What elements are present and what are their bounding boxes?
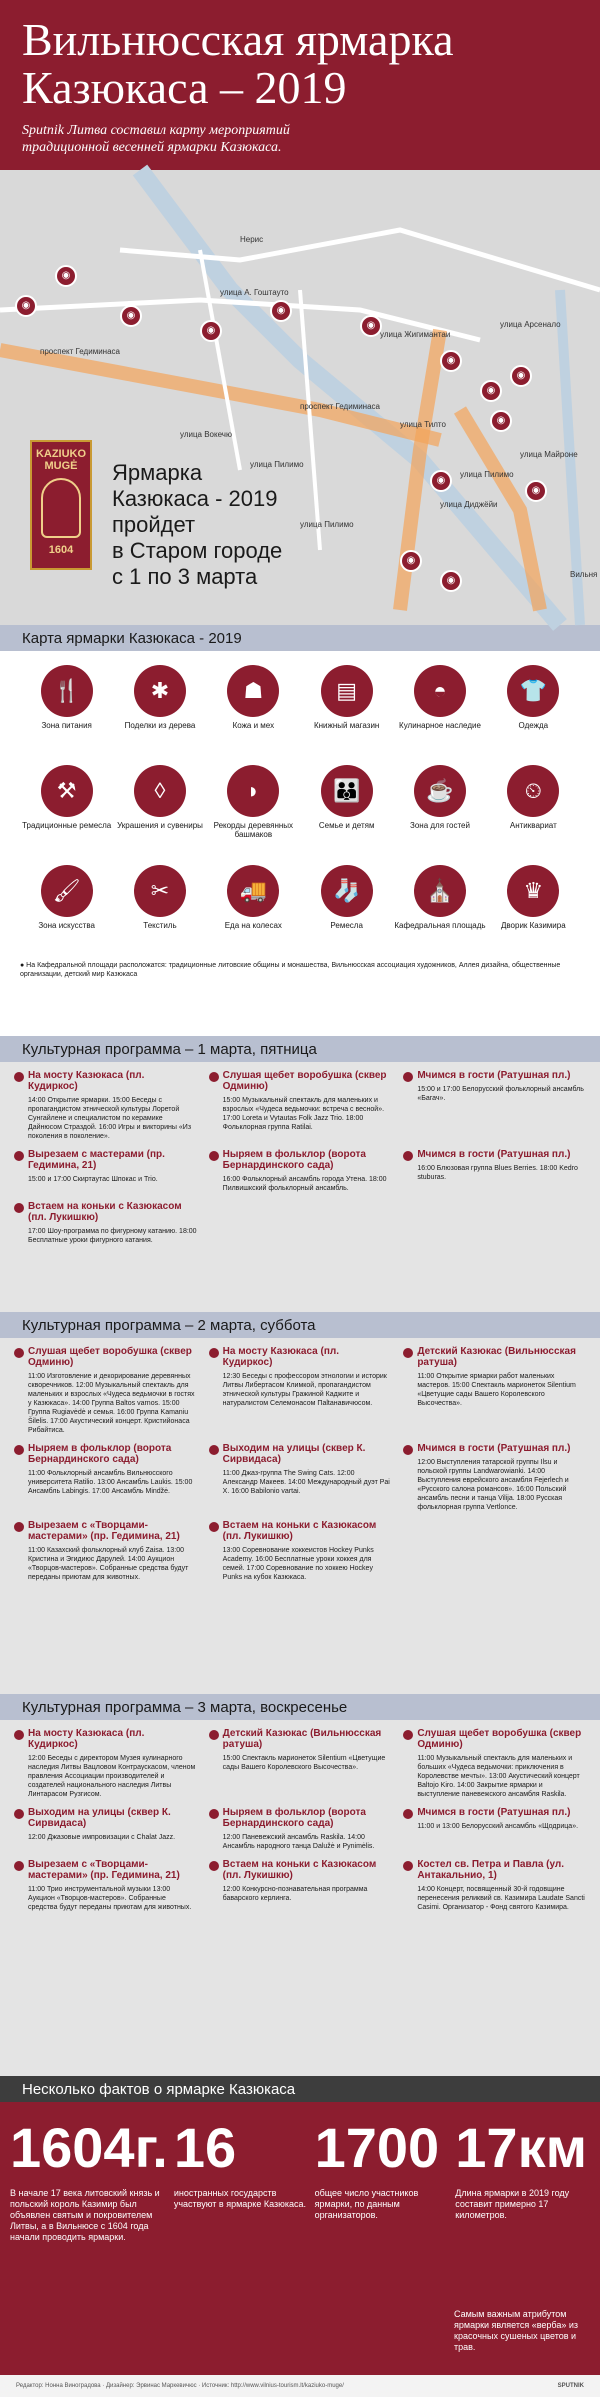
- event-venue: Встаем на коньки с Казюкасом (пл. Лукишкю): [28, 1201, 182, 1223]
- map-title: [112, 460, 282, 590]
- program-event: [403, 1807, 586, 1851]
- street-label: проспект Гедиминаса: [300, 402, 380, 411]
- legend-label: Дворик Казимира: [500, 921, 566, 930]
- event-schedule: 12:00 Джазовые импровизации с Chalat Jazz.: [28, 1834, 176, 1841]
- map-pin[interactable]: ◉: [15, 295, 37, 317]
- street-label: улица Пилимо: [460, 470, 514, 479]
- legend-label: Кафедральная площадь: [394, 921, 486, 930]
- map-pin[interactable]: ◉: [120, 305, 142, 327]
- program-event: [209, 1520, 392, 1582]
- hide-icon: ☗: [227, 665, 279, 717]
- event-marker-icon: [14, 1445, 24, 1455]
- legend-item: [20, 665, 113, 757]
- sputnik-logo: SPUTNIK: [557, 2383, 584, 2389]
- event-venue: Вырезаем с мастерами (пр. Гедимина, 21): [28, 1149, 165, 1171]
- map-title-line: пройдет: [112, 512, 196, 537]
- legend-label: Семье и детям: [318, 821, 375, 830]
- header: [0, 0, 600, 170]
- event-venue: Мчимся в гости (Ратушная пл.): [417, 1070, 571, 1081]
- legend-item: [300, 765, 393, 857]
- event-marker-icon: [403, 1348, 413, 1358]
- event-schedule: 16:00 Фольклорный ансамбль города Утена. 18:00 Пилвишкский фольклорный ансамбль.: [222, 1176, 387, 1192]
- event-marker-icon: [403, 1861, 413, 1871]
- logo-year: 1604: [48, 544, 74, 556]
- program-event: [209, 1070, 392, 1141]
- legend-item: [487, 665, 580, 757]
- fact-number: 1700: [314, 2116, 440, 2179]
- program-event: [209, 1149, 392, 1193]
- day2-title: Культурная программа – 2 марта, суббота: [0, 1312, 600, 1338]
- event-venue: Слушая щебет воробушка (сквер Одминю): [417, 1728, 582, 1750]
- facts-grid: [10, 2118, 590, 2243]
- legend-item: [393, 865, 486, 957]
- brush-icon: 🖌: [41, 865, 93, 917]
- event-schedule: 16:00 Блюзовая группа Blues Berries. 18:00 Kedro stuburas.: [417, 1165, 578, 1181]
- program-event: [209, 1443, 392, 1512]
- program-event: [209, 1346, 392, 1435]
- cup-icon: ☕: [414, 765, 466, 817]
- fact-text: Длина ярмарки в 2019 году составит примерно 17 километров.: [455, 2188, 570, 2220]
- program-event: [403, 1149, 586, 1193]
- event-marker-icon: [209, 1861, 219, 1871]
- map-pin[interactable]: ◉: [400, 550, 422, 572]
- event-venue: Мчимся в гости (Ратушная пл.): [417, 1149, 571, 1160]
- program-row: [14, 1728, 586, 1799]
- street-label: улица Пилимо: [300, 520, 354, 529]
- fork-knife-icon: 🍴: [41, 665, 93, 717]
- event-schedule: 11:00 Казахский фольклорный клуб Zaisa. 13:00 Кристина и Эгидиюс Дарулей. 14:00 Аукцион «Творцов-мастеров». Собранные средства будут переданы приютам для животных.: [28, 1547, 189, 1581]
- program-event: [403, 1520, 586, 1582]
- family-icon: 👪: [321, 765, 373, 817]
- event-schedule: 12:00 Беседы с директором Музея кулинарного наследия Литвы Вацловом Контраускасом, членом правления Ассоциации производителей и создателей национального наследия Литвы Линтарасом Рузгисом.: [28, 1755, 196, 1798]
- event-marker-icon: [209, 1522, 219, 1532]
- program-event: [14, 1728, 197, 1799]
- legend-item: [487, 865, 580, 957]
- event-venue: Выходим на улицы (сквер К. Сирвидаса): [222, 1443, 366, 1465]
- legend: [0, 651, 600, 1036]
- map-pin[interactable]: ◉: [360, 315, 382, 337]
- event-schedule: 11:00 Открытие ярмарки работ маленьких мастеров. 15:00 Спектакль марионеток Silentium «Цветущие сады Вашего Королевского Высочества».: [417, 1373, 576, 1407]
- legend-label: Традиционные ремесла: [22, 821, 112, 830]
- street-label: улица Жигимантаи: [380, 330, 451, 339]
- legend-item: [20, 865, 113, 957]
- event-marker-icon: [209, 1809, 219, 1819]
- legend-item: [300, 665, 393, 757]
- day1-title: Культурная программа – 1 марта, пятница: [0, 1036, 600, 1062]
- event-marker-icon: [209, 1445, 219, 1455]
- legend-label: Текстиль: [143, 921, 177, 930]
- event-schedule: 11:00 Изготовление и декорирование деревянных скворечников. 12:00 Музыкальный спектакль для маленьких и взрослых «Чудеса ведьмочки в гостях у Казюкаса». 14:00 Группа Baltos varnos. 15:00 Группа Rugiavėdė и семья. 16:00 Группа Kamaniu Šilelis. 17:00 Акустический концерт. Кристийонаса Рибайтиса.: [28, 1373, 195, 1434]
- legend-item: [207, 865, 300, 957]
- event-schedule: 11:00 Джаз-группа The Swing Cats. 12:00 Александр Макеев. 14:00 Международный дуэт Pai X. 16:00 Babilonio vartai.: [222, 1470, 390, 1495]
- event-schedule: 11:00 Трио инструментальной музыки 13:00 Аукцион «Творцов-мастеров». Собранные средства будут переданы приютам для животных.: [28, 1886, 192, 1911]
- program-event: [209, 1859, 392, 1912]
- fact-item: [10, 2118, 168, 2243]
- event-venue: Вырезаем с «Творцами-мастерами» (пр. Гедимина, 21): [28, 1859, 180, 1881]
- program-event: [403, 1346, 586, 1435]
- facts: [0, 2102, 600, 2375]
- legend-grid: [20, 665, 580, 957]
- legend-item: [113, 665, 206, 757]
- day3-program: [0, 1720, 600, 2076]
- legend-label: Кожа и мех: [232, 721, 275, 730]
- logo-text-mid: MUGĖ: [44, 460, 78, 472]
- program-row: [14, 1149, 586, 1193]
- event-venue: Слушая щебет воробушка (сквер Одминю): [222, 1070, 387, 1092]
- event-schedule: 11:00 Фольклорный ансамбль Вильнюсского университета Ratilio. 13:00 Ансамбль Laukis. 15:00 Ансамбль Labingis. 17:00 Ансамбль Mindžė.: [28, 1470, 193, 1495]
- program-event: [403, 1443, 586, 1512]
- footer-credits: Редактор: Нонна Виноградова · Дизайнер: Эрвинас Маркевичюс · Источник: http://www.vilnius-tourism.lt/kaziuko-muge/: [16, 2383, 344, 2389]
- program-row: [14, 1201, 586, 1245]
- legend-item: [487, 765, 580, 857]
- program-event: [14, 1149, 197, 1193]
- event-schedule: 15:00 и 17:00 Белорусский фольклорный ансамбль «Багач».: [417, 1086, 584, 1102]
- title-line-1: Вильнюсская ярмарка: [22, 14, 454, 65]
- event-venue: На мосту Казюкаса (пл. Кудиркос): [28, 1728, 145, 1750]
- map-pin[interactable]: ◉: [490, 410, 512, 432]
- program-event: [14, 1070, 197, 1141]
- legend-item: [393, 765, 486, 857]
- street-label: улица Пилимо: [250, 460, 304, 469]
- event-marker-icon: [14, 1730, 24, 1740]
- program-row: [14, 1859, 586, 1912]
- event-venue: Костел св. Петра и Павла (ул. Антакальнио, 1): [417, 1859, 565, 1881]
- day1-program: [0, 1062, 600, 1312]
- program-event: [403, 1728, 586, 1799]
- earrings-icon: ◊: [134, 765, 186, 817]
- legend-item: [393, 665, 486, 757]
- event-venue: Детский Казюкас (Вильнюсская ратуша): [222, 1728, 382, 1750]
- event-marker-icon: [209, 1151, 219, 1161]
- event-schedule: 15:00 Спектакль марионеток Silentium «Цветущие сады Вашего Королевского Высочества».: [222, 1755, 386, 1771]
- event-marker-icon: [209, 1348, 219, 1358]
- program-event: [14, 1807, 197, 1851]
- snowflake-icon: ✱: [134, 665, 186, 717]
- event-schedule: 12:00 Паневежский ансамбль Raskila. 14:00 Ансамбль народного танца Dalužė и Pynimėlis.: [222, 1834, 375, 1850]
- event-venue: Выходим на улицы (сквер К. Сирвидаса): [28, 1807, 171, 1829]
- event-marker-icon: [14, 1203, 24, 1213]
- event-marker-icon: [14, 1861, 24, 1871]
- sock-icon: 🧦: [321, 865, 373, 917]
- legend-label: Рекорды деревянных башмаков: [213, 821, 294, 839]
- program-event: [403, 1859, 586, 1912]
- legend-item: [207, 665, 300, 757]
- footer: [0, 2375, 600, 2397]
- legend-item: [113, 765, 206, 857]
- program-event: [403, 1201, 586, 1245]
- street-label: улица Диджёйи: [440, 500, 498, 509]
- legend-title: Карта ярмарки Казюкаса - 2019: [0, 625, 600, 651]
- program-row: [14, 1346, 586, 1435]
- truck-icon: 🚚: [227, 865, 279, 917]
- subtitle-line-2: традиционной весенней ярмарки Казюкаса.: [22, 140, 282, 155]
- kaziuko-muge-logo: [30, 440, 92, 570]
- scissors-icon: ✂: [134, 865, 186, 917]
- event-schedule: 17:00 Шоу-программа по фигурному катанию. 18:00 Бесплатные уроки фигурного катания.: [28, 1228, 197, 1244]
- event-schedule: 14:00 Концерт, посвященный 30-й годовщине перенесения реликвий св. Казимира Laudate Sancti Casimi. Организатор - Фонд святого Казимира.: [417, 1886, 585, 1911]
- program-event: [14, 1346, 197, 1435]
- legend-label: Зона для гостей: [410, 821, 470, 830]
- event-venue: Ныряем в фольклор (ворота Бернардинского сада): [222, 1149, 366, 1171]
- facts-extra: Самым важным атрибутом ярмарки является «верба» из красочных сушеных цветов и трав.: [454, 2309, 579, 2352]
- subtitle: [22, 122, 578, 156]
- event-venue: Ныряем в фольклор (ворота Бернардинского сада): [28, 1443, 172, 1465]
- program-event: [14, 1443, 197, 1512]
- event-schedule: 11:00 и 13:00 Белорусский ансамбль «Щодрица».: [417, 1823, 579, 1830]
- map-title-line: с 1 по 3 марта: [112, 564, 258, 589]
- cake-icon: ♛: [507, 865, 559, 917]
- map-pin[interactable]: ◉: [55, 265, 77, 287]
- legend-item: [113, 865, 206, 957]
- legend-note: ● На Кафедральной площади расположатся: традиционные литовские общины и монашества, Вильнюсская ассоциация художников, Аллея дизайна, общественные организации, детский мир Казюкаса: [20, 962, 561, 978]
- event-marker-icon: [14, 1809, 24, 1819]
- event-marker-icon: [14, 1348, 24, 1358]
- program-row: [14, 1520, 586, 1582]
- legend-label: Ремесла: [330, 921, 363, 930]
- anvil-icon: ⚒: [41, 765, 93, 817]
- event-venue: Слушая щебет воробушка (сквер Одминю): [28, 1346, 192, 1368]
- legend-label: Зона питания: [41, 721, 92, 730]
- clock-icon: ⏲: [507, 765, 559, 817]
- map-pin[interactable]: ◉: [510, 365, 532, 387]
- legend-label: Антиквариат: [509, 821, 557, 830]
- street-label: Вильня: [570, 570, 598, 579]
- page-title: [22, 16, 578, 112]
- fact-number: 17км: [455, 2116, 588, 2179]
- program-event: [209, 1201, 392, 1245]
- logo-text-top: KAZIUKO: [35, 448, 87, 460]
- shirt-icon: 👕: [507, 665, 559, 717]
- program-row: [14, 1070, 586, 1141]
- pot-icon: ◓: [414, 665, 466, 717]
- fact-text: иностранных государств участвуют в ярмарке Казюкаса.: [173, 2188, 307, 2209]
- fact-text: В начале 17 века литовский князь и польский король Казимир был объявлен святым и покровителем Литвы, а в Вильнюсе с 1604 года начали проводить ярмарки.: [10, 2188, 160, 2242]
- event-marker-icon: [14, 1072, 24, 1082]
- legend-label: Поделки из дерева: [124, 721, 196, 730]
- subtitle-line-1: Sputnik Литва составил карту мероприятий: [22, 123, 290, 138]
- map-pin[interactable]: ◉: [270, 300, 292, 322]
- event-venue: Встаем на коньки с Казюкасом (пл. Лукишкю): [222, 1520, 377, 1542]
- program-event: [14, 1520, 197, 1582]
- program-event: [209, 1728, 392, 1799]
- event-schedule: 15:00 и 17:00 Скиртаутас Шпокас и Trio.: [28, 1176, 158, 1183]
- event-venue: Встаем на коньки с Казюкасом (пл. Лукишкю): [222, 1859, 377, 1881]
- facts-title: Несколько фактов о ярмарке Казюкаса: [0, 2076, 600, 2102]
- event-venue: Мчимся в гости (Ратушная пл.): [417, 1443, 571, 1454]
- event-marker-icon: [209, 1072, 219, 1082]
- clog-icon: ◗: [227, 765, 279, 817]
- title-line-2: Казюкаса – 2019: [22, 62, 347, 113]
- fact-item: [315, 2118, 450, 2243]
- fact-item: [174, 2118, 309, 2243]
- program-event: [14, 1201, 197, 1245]
- event-schedule: 11:00 Музыкальный спектакль для маленьких и больших «Чудеса ведьмочки: приключения в Королевстве мечты». 13:00 Акустический концерт Baltojo Kiro. 14:00 Закрытие ярмарки и выступление паневежского ансамбля Raskila.: [417, 1755, 580, 1798]
- event-venue: На мосту Казюкаса (пл. Кудиркос): [222, 1346, 340, 1368]
- fact-number: 16: [173, 2116, 237, 2179]
- event-schedule: 13:00 Соревнование хоккеистов Hockey Punks Academy. 16:00 Бесплатные уроки хоккея для семей. 17:00 Соревнование по хоккею Hockey Punks на кубок Казюкаса.: [222, 1547, 374, 1581]
- map-title-line: в Старом городе: [112, 538, 283, 563]
- event-schedule: 12:00 Конкурсно-познавательная программа баварского керлинга.: [222, 1886, 368, 1902]
- program-row: [14, 1807, 586, 1851]
- event-marker-icon: [403, 1151, 413, 1161]
- legend-item: [20, 765, 113, 857]
- legend-label: Одежда: [518, 721, 549, 730]
- fact-text: общее число участников ярмарки, по данным организаторов.: [314, 2188, 419, 2220]
- event-venue: На мосту Казюкаса (пл. Кудиркос): [28, 1070, 145, 1092]
- legend-label: Еда на колесах: [224, 921, 282, 930]
- legend-label: Кулинарное наследие: [399, 721, 481, 730]
- street-label: улица А. Гоштауто: [220, 288, 289, 297]
- map-pin[interactable]: ◉: [525, 480, 547, 502]
- street-label: улица Арсенало: [500, 320, 561, 329]
- event-schedule: 12:00 Выступления татарской группы Ilsu и польской группы Landwarowianki. 14:00 Выступления еврейского ансамбля Fejerlech и «Русского салона романсов». 16:00 Польский ансамбль песни и танца Vilija. 18:00 Русская фольклорная группа Vertlonce.: [417, 1459, 569, 1511]
- day2-program: [0, 1338, 600, 1694]
- event-venue: Вырезаем с «Творцами-мастерами» (пр. Гедимина, 21): [28, 1520, 180, 1542]
- legend-item: [300, 865, 393, 957]
- event-venue: Детский Казюкас (Вильнюсская ратуша): [417, 1346, 576, 1368]
- legend-label: Украшения и сувениры: [117, 821, 203, 830]
- map-pin[interactable]: ◉: [480, 380, 502, 402]
- verba-icon: [41, 478, 81, 538]
- event-marker-icon: [403, 1730, 413, 1740]
- street-label: улица Тилто: [400, 420, 446, 429]
- event-marker-icon: [14, 1522, 24, 1532]
- legend-label: Книжный магазин: [313, 721, 380, 730]
- street-label: улица Майроне: [520, 450, 578, 459]
- event-marker-icon: [403, 1072, 413, 1082]
- event-venue: Ныряем в фольклор (ворота Бернардинского сада): [222, 1807, 366, 1829]
- program-row: [14, 1443, 586, 1512]
- street-label: Нерис: [240, 235, 264, 244]
- event-marker-icon: [403, 1809, 413, 1819]
- day3-title: Культурная программа – 3 марта, воскресенье: [0, 1694, 600, 1720]
- fact-item: [455, 2118, 590, 2243]
- map-pin[interactable]: ◉: [430, 470, 452, 492]
- event-schedule: 12:30 Беседы с профессором этнологии и историк Литвы Либертасом Климкой, пропагандистом этнической культуры Гражиной Каджите и натуралистом Селемонасом Паltанавичюсом.: [222, 1373, 387, 1407]
- book-icon: ▤: [321, 665, 373, 717]
- map-title-line: Казюкаса - 2019: [112, 486, 278, 511]
- map-pin[interactable]: ◉: [440, 350, 462, 372]
- street-label: проспект Гедиминаса: [40, 347, 120, 356]
- map-pin[interactable]: ◉: [440, 570, 462, 592]
- program-event: [14, 1859, 197, 1912]
- cathedral-icon: ⛪: [414, 865, 466, 917]
- event-marker-icon: [14, 1151, 24, 1161]
- event-marker-icon: [209, 1730, 219, 1740]
- map-title-line: Ярмарка: [112, 460, 203, 485]
- fair-map: [0, 170, 600, 625]
- street-label: улица Вокечю: [180, 430, 232, 439]
- program-event: [209, 1807, 392, 1851]
- event-marker-icon: [403, 1445, 413, 1455]
- legend-label: Зона искусства: [38, 921, 95, 930]
- legend-item: [207, 765, 300, 857]
- event-schedule: 15:00 Музыкальный спектакль для маленьких и взрослых «Чудеса ведьмочки: встреча с весной». 17:00 Loreta и Vytautas Folk Jazz Trio. 18:00 Фольклорная группа Ratilai.: [222, 1097, 385, 1131]
- fact-number: 1604г.: [10, 2116, 168, 2179]
- map-pin[interactable]: ◉: [200, 320, 222, 342]
- event-schedule: 14:00 Открытие ярмарки. 15:00 Беседы с пропагандистом этнической культуры Лоретой Сунгайлене и специалистом по керамике Дайнюсом Страздой. 16:00 Игры и викторины «Из поколения в поколение».: [28, 1097, 192, 1140]
- program-event: [403, 1070, 586, 1141]
- event-venue: Мчимся в гости (Ратушная пл.): [417, 1807, 571, 1818]
